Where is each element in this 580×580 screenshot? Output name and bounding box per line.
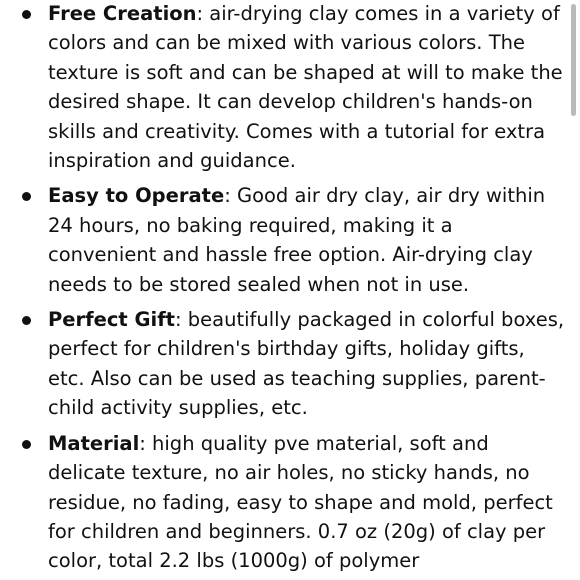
bullet-perfect-gift [48, 305, 566, 423]
bullet-material [48, 429, 566, 576]
bullet-text: : air-drying clay comes in a variety of colors and can be mixed with various colors. The texture is soft and can be shaped at will to make the desired shape. It can develop children's hands-on skills and creativity. Comes with a tutorial for extra inspiration and guidance. [48, 2, 563, 173]
bullet-title: Free Creation [48, 2, 197, 25]
bullet-text: : beautifully packaged in colorful boxes, perfect for children's birthday gifts, holiday gifts, etc. Also can be used as teaching supplies, parent-child activity supplies, etc. [48, 308, 565, 420]
bullet-easy-to-operate [48, 181, 566, 299]
bullet-title: Easy to Operate [48, 184, 225, 208]
bullet-text: : high quality pve material, soft and delicate texture, no air holes, no sticky hands, no residue, no fading, easy to shape and mold, perfect for children and beginners. 0.7 oz (20g) of clay per color, total 2.2 lbs (1000g) of polymer [48, 431, 553, 573]
bullet-dot-icon [22, 440, 31, 449]
bullet-dot-icon [22, 192, 31, 201]
bullet-title: Material [48, 431, 140, 455]
bullet-dot-icon [22, 10, 31, 19]
bullet-title: Perfect Gift [48, 308, 176, 332]
bullet-free-creation [48, 0, 566, 175]
scrollbar-thumb[interactable] [571, 4, 576, 116]
bullet-text: : Good air dry clay, air dry within 24 hours, no baking required, making it a convenient and hassle free option. Air-drying clay needs to be stored sealed when not in use. [48, 184, 546, 296]
bullet-dot-icon [22, 316, 31, 325]
